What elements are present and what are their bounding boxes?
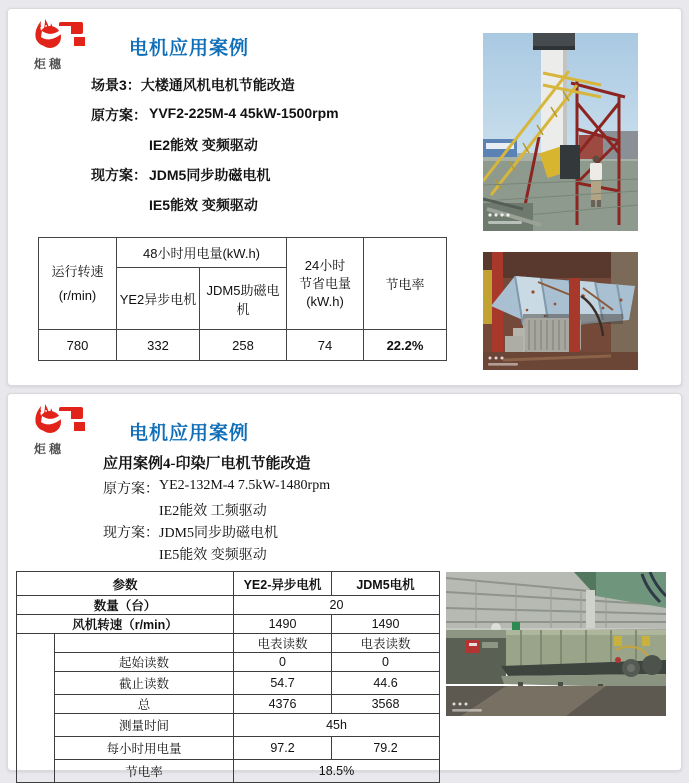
t2-header-jdm5: JDM5电机 <box>332 572 440 596</box>
t2-label-quantity: 数量（台） <box>17 596 234 615</box>
t2-spacer-cell <box>17 634 55 783</box>
t2-measure-time-value: 45h <box>234 714 440 737</box>
case4-measurement-table <box>16 571 440 783</box>
plan-label: 原方案： <box>103 482 159 497</box>
t1-subheader-jdm5: JDM5助磁电机 <box>200 268 287 330</box>
plan-text: JDM5同步助磁电机 <box>149 167 271 183</box>
plan-line-original-detail <box>91 135 339 165</box>
slide2-title: 电机应用案例 <box>129 423 250 444</box>
t1-header-rate: 节电率 <box>364 238 447 330</box>
t2-saving-rate-value: 18.5% <box>234 760 440 783</box>
t2-end-jdm5: 44.6 <box>332 672 440 695</box>
juisui-logo <box>32 402 94 458</box>
plan-line-original-detail <box>103 500 330 522</box>
plan-text: IE2能效 工频驱动 <box>159 504 267 519</box>
t1-cell-ye2: 332 <box>117 330 200 361</box>
flame-logo-icon <box>32 17 94 57</box>
plan-line-new <box>103 522 330 544</box>
t2-meter-reading-jdm5: 电表读数 <box>332 634 440 653</box>
t2-label-saving-rate: 节电率 <box>55 760 234 783</box>
photo-rooftop-fan-tower <box>483 33 638 231</box>
plan-label: 原方案： <box>91 107 147 123</box>
plan-text: YE2-132M-4 7.5kW-1480rpm <box>159 478 331 493</box>
plan-line-new <box>91 165 339 195</box>
plan-text: IE2能效 变频驱动 <box>149 137 258 153</box>
slide1-scene-line: 场景3：大楼通风机电机节能改造 <box>91 77 295 93</box>
t1-cell-rpm: 780 <box>39 330 117 361</box>
t2-total-jdm5: 3568 <box>332 695 440 714</box>
t1-data-row <box>39 330 447 361</box>
plan-label: 现方案： <box>103 526 159 541</box>
t2-total-ye2: 4376 <box>234 695 332 714</box>
t2-meter-reading-ye2: 电表读数 <box>234 634 332 653</box>
photo-motor-blue-roof <box>483 252 638 370</box>
t1-header-usage: 48小时用电量(kW.h) <box>117 238 287 268</box>
flame-logo-icon <box>32 402 94 442</box>
slide-1-card <box>7 8 682 386</box>
slide-2-card <box>7 393 682 779</box>
t2-hourly-jdm5: 79.2 <box>332 737 440 760</box>
photo-dyeing-factory-line <box>446 572 666 716</box>
t2-label-hourly-usage: 每小时用电量 <box>55 737 234 760</box>
logo-brand-name: 炬穗 <box>34 57 65 71</box>
t2-end-ye2: 54.7 <box>234 672 332 695</box>
t2-label-end-reading: 截止读数 <box>55 672 234 695</box>
t1-cell-saved: 74 <box>287 330 364 361</box>
t2-start-jdm5: 0 <box>332 653 440 672</box>
energy-saving-comparison-table <box>38 237 447 361</box>
t1-header-speed: 运行转速 (r/min) <box>39 238 117 330</box>
t1-subheader-ye2: YE2异步电机 <box>117 268 200 330</box>
logo-brand-name: 炬穗 <box>34 442 65 456</box>
t2-value-fan-speed-ye2: 1490 <box>234 615 332 634</box>
t1-cell-jdm5: 258 <box>200 330 287 361</box>
t2-value-quantity: 20 <box>234 596 440 615</box>
plan-label: 现方案： <box>91 167 147 183</box>
plan-line-original <box>103 478 330 500</box>
t2-label-empty <box>55 634 234 653</box>
plan-text: IE5能效 变频驱动 <box>159 548 267 563</box>
t2-header-param: 参数 <box>17 572 234 596</box>
slide2-plan-lines <box>103 478 330 566</box>
plan-text: YVF2-225M-4 45kW-1500rpm <box>149 105 339 121</box>
t2-label-fan-speed: 风机转速（r/min） <box>17 615 234 634</box>
t2-header-ye2: YE2-异步电机 <box>234 572 332 596</box>
slide2-case-heading: 应用案例4-印染厂电机节能改造 <box>103 456 311 472</box>
t2-label-start-reading: 起始读数 <box>55 653 234 672</box>
t2-label-measure-time: 测量时间 <box>55 714 234 737</box>
t2-label-total: 总 <box>55 695 234 714</box>
plan-text: IE5能效 变频驱动 <box>149 197 258 213</box>
slide1-title: 电机应用案例 <box>129 38 250 59</box>
plan-line-original <box>91 105 339 135</box>
t2-value-fan-speed-jdm5: 1490 <box>332 615 440 634</box>
t1-cell-rate: 22.2% <box>364 330 447 361</box>
t1-header-saved: 24小时 节省电量 (kW.h) <box>287 238 364 330</box>
t2-hourly-ye2: 97.2 <box>234 737 332 760</box>
plan-text: JDM5同步助磁电机 <box>159 526 279 541</box>
plan-line-new-detail <box>91 195 339 225</box>
plan-line-new-detail <box>103 544 330 566</box>
juisui-logo <box>32 17 94 73</box>
slide1-plan-lines <box>91 105 339 225</box>
t2-start-ye2: 0 <box>234 653 332 672</box>
